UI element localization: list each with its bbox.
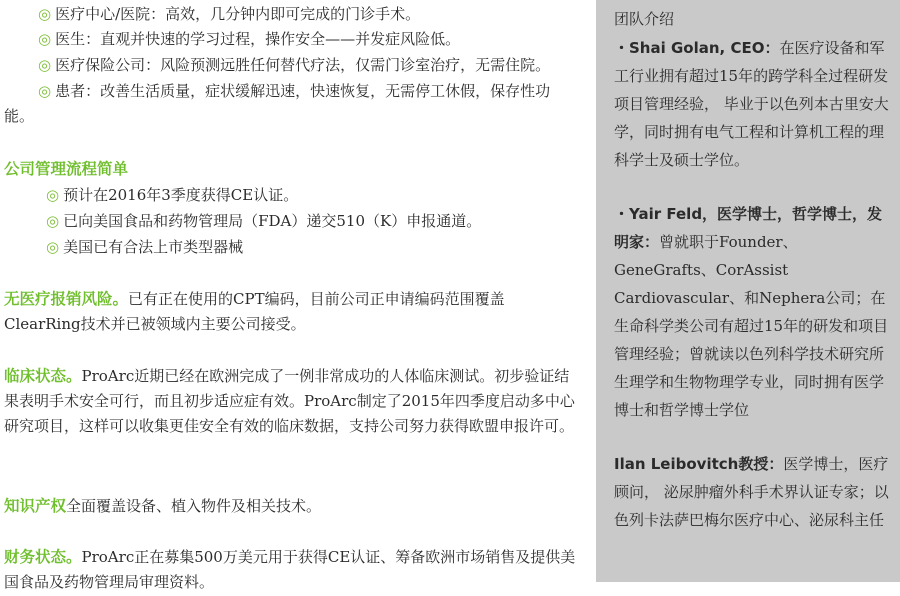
team-member <box>614 34 892 174</box>
section-heading: 财务状态。 <box>4 548 82 566</box>
benefit-item <box>38 27 460 52</box>
benefit-text: 患者：改善生活质量，症状缓解迅速，快速恢复，无需停工休假，保存性功能。 <box>4 82 551 125</box>
member-name: Ilan Leibovitch教授： <box>614 455 784 473</box>
benefit-text: 医生：直观并快速的学习过程，操作安全——并发症风险低。 <box>55 30 461 48</box>
member-bio: 在医疗设备和军工行业拥有超过15年的跨学科全过程研发项目管理经验， 毕业于以色列本古里安大学，同时拥有电气工程和计算机工程的理科学士及硕士学位。 <box>614 39 889 169</box>
clinical-section <box>4 364 578 439</box>
member-bio: 医学博士，医疗顾问， 泌尿肿瘤外科手术界认证专家；以色列卡法萨巴梅尔医疗中心、泌尿科主任 <box>614 455 889 529</box>
reimbursement-section <box>4 287 578 337</box>
process-heading: 公司管理流程简单 <box>4 160 129 178</box>
benefit-text: 医疗中心/医院：高效，几分钟内即可完成的门诊手术。 <box>55 5 421 23</box>
member-name: ・Shai Golan, CEO： <box>614 39 780 57</box>
benefit-item <box>4 79 552 129</box>
section-text: ProArc正在募集500万美元用于获得CE认证、筹备欧洲市场销售及提供美国食品及药物管理局审理资料。 <box>4 548 576 591</box>
financial-section <box>4 545 578 595</box>
benefit-item <box>38 2 420 27</box>
process-text: 预计在2016年3季度获得CE认证。 <box>63 186 299 204</box>
ip-section <box>4 494 578 519</box>
process-item <box>46 235 243 260</box>
circle-bullet-icon: ◎ <box>46 186 60 204</box>
benefit-item <box>38 53 550 78</box>
process-item <box>46 183 298 208</box>
process-text: 已向美国食品和药物管理局（FDA）递交510（K）申报通道。 <box>63 212 482 230</box>
member-bio: 曾就职于Founder、GeneGrafts、CorAssist Cardiovascular、和Nephera公司；在生命科学类公司有超过15年的研发和项目管理经验；曾就读以色列科学技术研究所生理学和生物物理学专业，同时拥有医学博士和哲学博士学位 <box>614 233 889 419</box>
circle-bullet-icon: ◎ <box>46 212 60 230</box>
section-heading: 无医疗报销风险。 <box>4 290 129 308</box>
circle-bullet-icon: ◎ <box>38 5 52 23</box>
process-item <box>46 209 481 234</box>
circle-bullet-icon: ◎ <box>46 238 60 256</box>
section-text: 已有正在使用的CPT编码，目前公司正申请编码范围覆盖ClearRing技术并已被领域内主要公司接受。 <box>4 290 505 333</box>
team-title: 团队介绍 <box>614 10 675 28</box>
circle-bullet-icon: ◎ <box>38 82 52 100</box>
team-sidebar <box>596 0 900 582</box>
section-heading: 知识产权 <box>4 497 67 515</box>
process-text: 美国已有合法上市类型器械 <box>63 238 244 256</box>
benefit-text: 医疗保险公司：风险预测远胜任何替代疗法，仅需门诊室治疗，无需住院。 <box>55 56 551 74</box>
circle-bullet-icon: ◎ <box>38 30 52 48</box>
circle-bullet-icon: ◎ <box>38 56 52 74</box>
section-text: 全面覆盖设备、植入物件及相关技术。 <box>66 497 322 515</box>
team-member <box>614 200 892 424</box>
member-name: ・Yair Feld，医学博士，哲学博士，发明家： <box>614 205 883 251</box>
section-heading: 临床状态。 <box>4 367 82 385</box>
team-member <box>614 450 892 534</box>
section-text: ProArc近期已经在欧洲完成了一例非常成功的人体临床测试。初步验证结果表明手术安全可行，而且初步适应症有效。ProArc制定了2015年四季度启动多中心研究项目，这样可以收集更佳安全有效的临床数据，支持公司努力获得欧盟申报许可。 <box>4 367 575 435</box>
